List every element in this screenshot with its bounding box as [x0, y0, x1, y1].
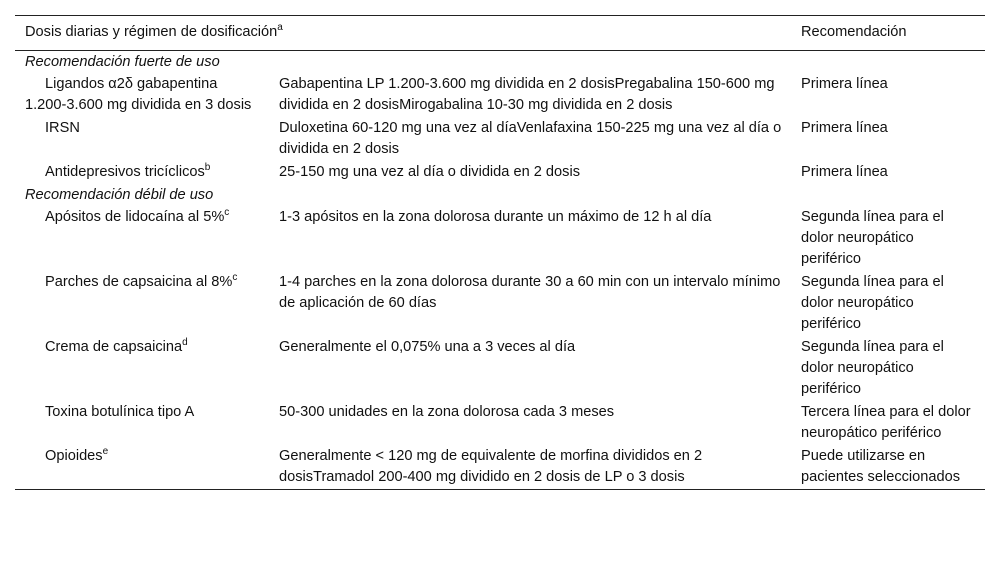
section-row	[15, 184, 985, 206]
drug-recommendation: Segunda línea para el dolor neuropático periférico	[801, 274, 944, 332]
header-row	[15, 16, 985, 51]
drug-recommendation: Primera línea	[801, 164, 888, 180]
table-row	[15, 401, 985, 445]
drug-name-footnote: d	[182, 337, 188, 349]
drug-name: Opioides$^e$	[45, 446, 109, 464]
drug-name-footnote: c	[232, 272, 238, 284]
table-row	[15, 271, 985, 336]
drug-name: Toxina botulínica tipo A	[45, 404, 195, 420]
drug-name: Crema de capsaicina$^d$	[45, 337, 188, 355]
table-row	[15, 161, 985, 184]
drug-name: Apósitos de lidocaína al 5%$^c$	[45, 207, 230, 225]
drug-dose: 25-150 mg una vez al día o dividida en 2 dosis	[279, 164, 580, 180]
header-dosis-label: Dosis diarias y régimen de dosificación	[25, 24, 278, 40]
drug-name-footnote: b	[204, 162, 211, 174]
section-title-weak: Recomendación débil de uso	[25, 187, 214, 203]
drug-dose: 1-4 parches en la zona dolorosa durante 30 a 60 min con un intervalo mínimo de aplicación de 60 días	[279, 274, 781, 311]
table-row	[15, 73, 985, 117]
drug-recommendation: Primera línea	[801, 76, 888, 92]
drug-dose: Gabapentina LP 1.200-3.600 mg dividida en 2 dosisPregabalina 150-600 mg dividida en 2 dosisMirogabalina 10-30 mg dividida en 2 dosis	[279, 76, 775, 113]
drug-recommendation: Segunda línea para el dolor neuropático periférico	[801, 209, 944, 267]
drug-name-footnote: e	[102, 446, 109, 458]
table-row	[15, 206, 985, 271]
dosing-table	[15, 15, 985, 490]
drug-recommendation: Segunda línea para el dolor neuropático periférico	[801, 339, 944, 397]
header-recomendacion: Recomendación	[801, 24, 907, 40]
table-row	[15, 336, 985, 401]
dosing-table-container	[15, 15, 985, 490]
drug-name: Parches de capsaicina al 8%$^c$	[45, 272, 238, 290]
drug-dose: Duloxetina 60-120 mg una vez al díaVenlafaxina 150-225 mg una vez al día o dividida en 2 dosis	[279, 120, 782, 157]
drug-dose: 1-3 apósitos en la zona dolorosa durante un máximo de 12 h al día	[279, 209, 712, 225]
drug-name: IRSN	[45, 120, 80, 136]
drug-name: Antidepresivos tricíclicos$^b$	[45, 162, 211, 180]
table-row	[15, 445, 985, 490]
drug-name: Ligandos α2δ gabapentina 1.200-3.600 mg dividida en 3 dosis	[25, 76, 252, 113]
header-dosis-footnote: a	[277, 22, 283, 34]
drug-dose: 50-300 unidades en la zona dolorosa cada 3 meses	[279, 404, 615, 420]
section-row	[15, 51, 985, 74]
header-dosis	[15, 16, 791, 51]
drug-recommendation: Puede utilizarse en pacientes seleccionados	[801, 448, 961, 485]
section-title-strong: Recomendación fuerte de uso	[25, 54, 220, 70]
drug-dose: Generalmente el 0,075% una a 3 veces al día	[279, 339, 576, 355]
drug-dose: Generalmente < 120 mg de equivalente de morfina divididos en 2 dosisTramadol 200-400 mg dividido en 2 dosis de LP o 3 dosis	[279, 448, 703, 485]
drug-recommendation: Primera línea	[801, 120, 888, 136]
table-row	[15, 117, 985, 161]
drug-recommendation: Tercera línea para el dolor neuropático periférico	[801, 404, 971, 441]
drug-name-footnote: c	[224, 207, 230, 219]
